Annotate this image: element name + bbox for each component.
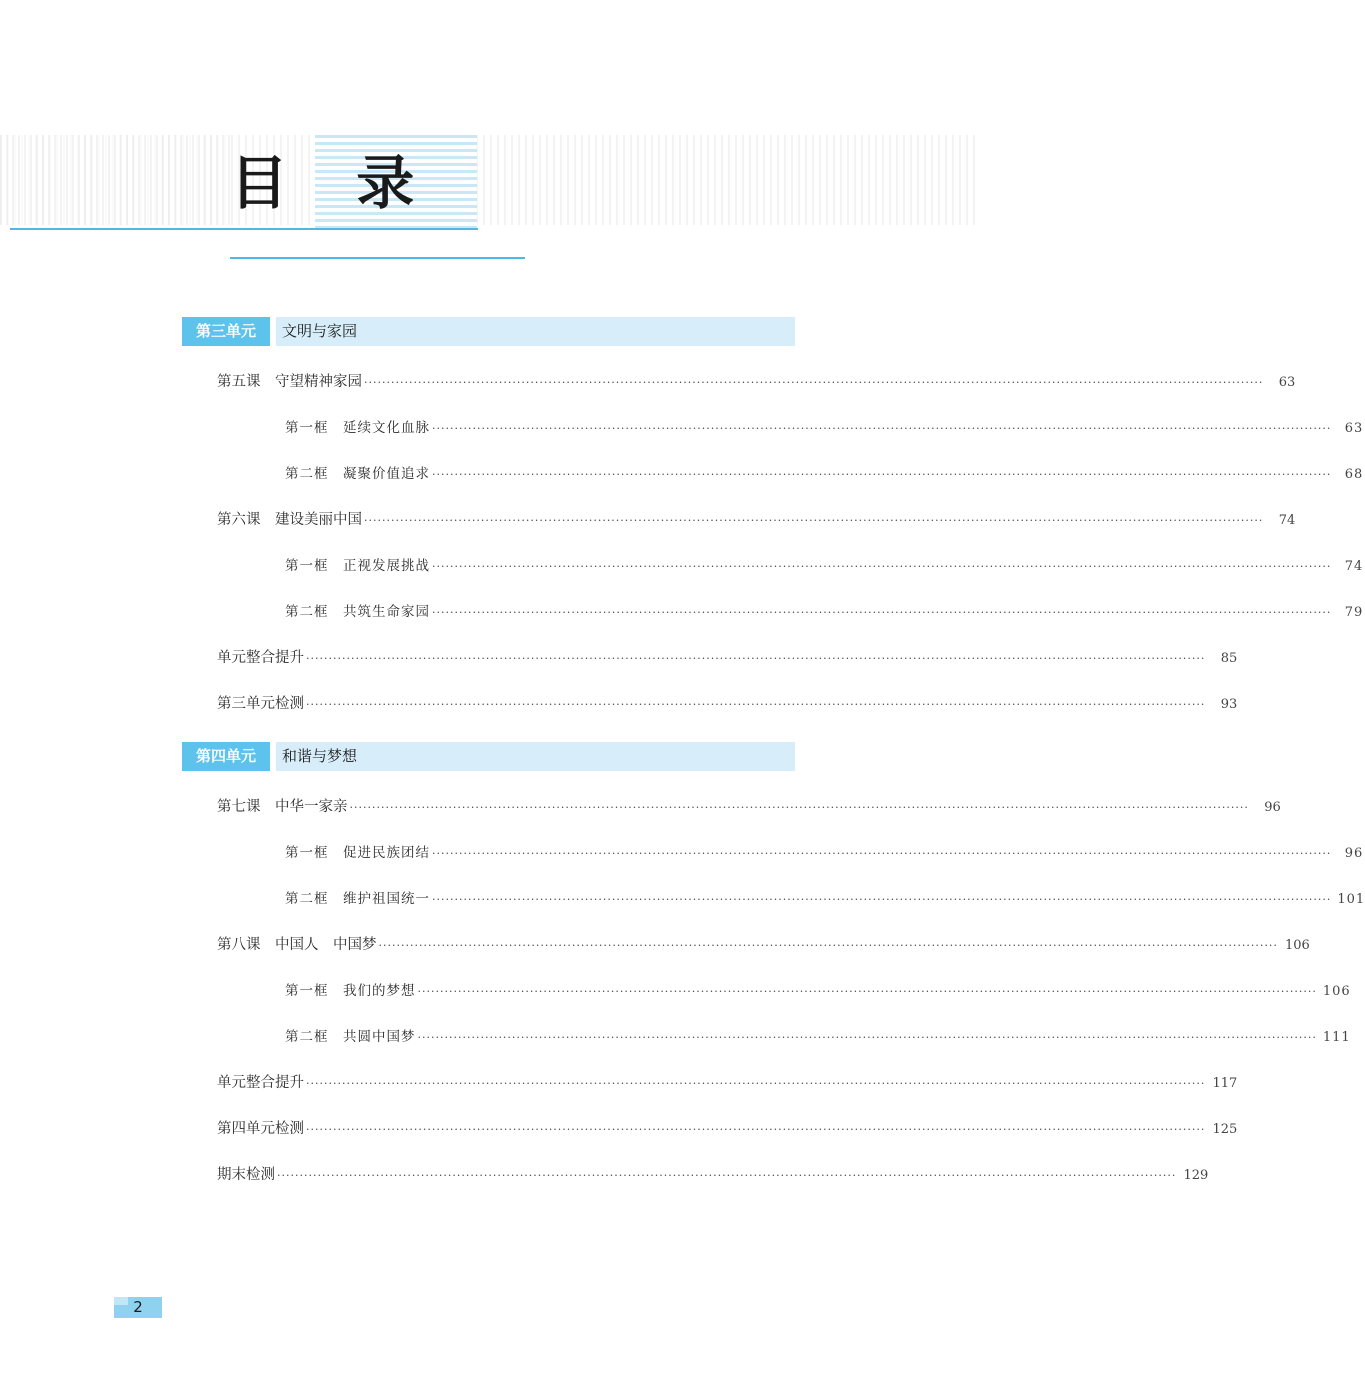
- unit-label: 第三单元: [182, 317, 270, 346]
- toc-entry[interactable]: [217, 692, 1238, 716]
- toc-entry-page: 63: [1278, 375, 1296, 390]
- toc-entry[interactable]: [217, 795, 1281, 819]
- toc-entry-page: 129: [1183, 1168, 1209, 1183]
- unit-label: 第四单元: [182, 742, 270, 771]
- unit-header: [182, 317, 795, 346]
- toc-entry-page: 96: [1264, 800, 1281, 815]
- page-title: 目 录: [230, 149, 439, 217]
- toc-leader-dots: ········································································································································································································: [378, 939, 1278, 952]
- toc-leader-dots: ········································································································································································································: [417, 985, 1317, 998]
- toc-leader-dots: ········································································································································································································: [432, 560, 1332, 573]
- unit-title: 和谐与梦想: [282, 747, 358, 765]
- toc-leader-dots: ········································································································································································································: [432, 422, 1332, 435]
- header-rule-bottom: [230, 257, 525, 259]
- toc-entry-label: 单元整合提升: [217, 650, 304, 666]
- toc-entry-page: 79: [1344, 605, 1364, 620]
- toc-entry[interactable]: [285, 554, 1364, 578]
- toc-leader-dots: ········································································································································································································: [364, 376, 1264, 389]
- toc-entry-label: 第二框 共筑生命家园: [285, 604, 430, 620]
- toc-entry-label: 第五课 守望精神家园: [217, 374, 362, 390]
- page-tab-accent: [114, 1297, 128, 1305]
- toc-leader-dots: ········································································································································································································: [277, 1169, 1177, 1182]
- toc-leader-dots: ········································································································································································································: [306, 652, 1206, 665]
- toc-entry[interactable]: [217, 933, 1310, 957]
- toc-entry-page: 117: [1212, 1076, 1238, 1091]
- toc-entry-page: 85: [1220, 651, 1238, 666]
- toc-leader-dots: ········································································································································································································: [364, 514, 1264, 527]
- toc-leader-dots: ········································································································································································································: [432, 468, 1332, 481]
- toc-entry[interactable]: [217, 646, 1238, 670]
- toc-entry[interactable]: [285, 841, 1364, 865]
- toc-entry[interactable]: [217, 370, 1296, 394]
- toc-entry[interactable]: [217, 1071, 1238, 1095]
- unit-title: 文明与家园: [282, 322, 358, 340]
- toc-entry-page: 111: [1322, 1030, 1351, 1045]
- toc-entry-label: 第二框 凝聚价值追求: [285, 466, 430, 482]
- toc-leader-dots: ········································································································································································································: [432, 606, 1332, 619]
- toc-entry-label: 第一框 正视发展挑战: [285, 558, 430, 574]
- toc-entry-page: 125: [1212, 1122, 1238, 1137]
- toc-leader-dots: ········································································································································································································: [306, 1077, 1206, 1090]
- toc-entry-page: 93: [1220, 697, 1238, 712]
- toc-leader-dots: ········································································································································································································: [432, 847, 1332, 860]
- toc-entry[interactable]: [285, 979, 1351, 1003]
- toc-entry[interactable]: [217, 1163, 1209, 1187]
- toc-entry-label: 第一框 延续文化血脉: [285, 420, 430, 436]
- toc-entry-page: 63: [1344, 421, 1364, 436]
- toc-entry-label: 第二框 共圆中国梦: [285, 1029, 416, 1045]
- toc-leader-dots: ········································································································································································································: [432, 893, 1332, 906]
- toc-entry[interactable]: [285, 887, 1365, 911]
- toc-entry-page: 68: [1344, 467, 1364, 482]
- toc-entry[interactable]: [217, 508, 1296, 532]
- toc-entry[interactable]: [285, 600, 1364, 624]
- toc-entry-label: 第七课 中华一家亲: [217, 799, 348, 815]
- toc-leader-dots: ········································································································································································································: [417, 1031, 1317, 1044]
- toc-entry-page: 96: [1344, 846, 1364, 861]
- toc-entry-page: 74: [1344, 559, 1364, 574]
- toc-entry-page: 106: [1285, 938, 1310, 953]
- toc-entry-page: 106: [1322, 984, 1351, 999]
- header-background-left: [0, 135, 230, 225]
- unit-header: [182, 742, 795, 771]
- toc-entry-page: 101: [1337, 892, 1365, 907]
- toc-leader-dots: ········································································································································································································: [306, 1123, 1206, 1136]
- toc-entry[interactable]: [285, 416, 1364, 440]
- toc-entry[interactable]: [217, 1117, 1238, 1141]
- page-number: 2: [114, 1297, 162, 1318]
- toc-entry-page: 74: [1278, 513, 1296, 528]
- toc-leader-dots: ········································································································································································································: [349, 801, 1249, 814]
- toc-entry-label: 第四单元检测: [217, 1121, 304, 1137]
- toc-entry[interactable]: [285, 462, 1364, 486]
- toc-entry[interactable]: [285, 1025, 1351, 1049]
- toc-entry-label: 第三单元检测: [217, 696, 304, 712]
- toc-entry-label: 第六课 建设美丽中国: [217, 512, 362, 528]
- toc-entry-label: 第一框 促进民族团结: [285, 845, 430, 861]
- toc-entry-label: 期末检测: [217, 1167, 275, 1183]
- toc-entry-label: 第一框 我们的梦想: [285, 983, 416, 999]
- toc-entry-label: 第二框 维护祖国统一: [285, 891, 430, 907]
- toc-leader-dots: ········································································································································································································: [306, 698, 1206, 711]
- toc-entry-label: 第八课 中国人 中国梦: [217, 937, 377, 953]
- toc-entry-label: 单元整合提升: [217, 1075, 304, 1091]
- header-rule-top: [10, 228, 478, 230]
